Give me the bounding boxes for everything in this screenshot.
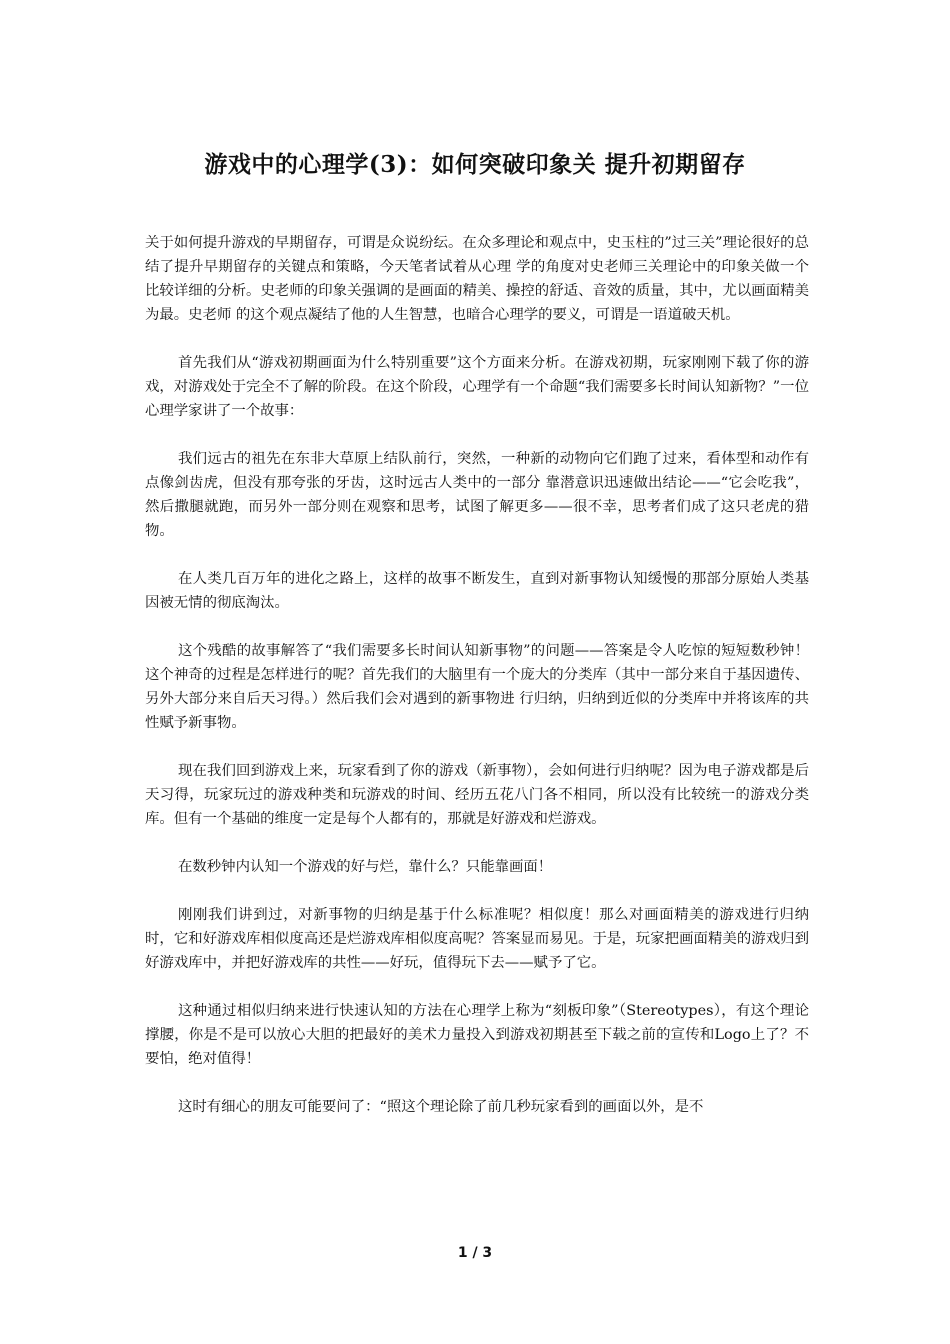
paragraph: 这个残酷的故事解答了“我们需要多长时间认知新事物”的问题——答案是令人吃惊的短短数秒钟！ 这个神奇的过程是怎样进行的呢？首先我们的大脑里有一个庞大的分类库（其中一部分来自于基因遗传、另外大部分来自后天习得。）然后我们会对遇到的新事物进 行归纳，归纳到近似的分类库中并将该库的共性赋予新事物。 (145, 643, 809, 731)
paragraph: 这种通过相似归纳来进行快速认知的方法在心理学上称为“刻板印象”（Stereotypes），有这个理论撑腰，你是不是可以放心大胆的把最好的美术力量投入到游戏初期甚至下载之前的宣传和Logo上了？不要怕，绝对值得！ (145, 1003, 809, 1067)
paragraph: 刚刚我们讲到过，对新事物的归纳是基于什么标准呢？相似度！那么对画面精美的游戏进行归纳时，它和好游戏库相似度高还是烂游戏库相似度高呢？答案显而易见。于是，玩家把画面精美的游戏归到好游戏库中，并把好游戏库的共性——好玩，值得玩下去——赋予了它。 (145, 907, 809, 971)
paragraph: 在人类几百万年的进化之路上，这样的故事不断发生，直到对新事物认知缓慢的那部分原始人类基因被无情的彻底淘汰。 (145, 571, 809, 611)
page-number: 1 / 3 (457, 1245, 493, 1261)
paragraph: 这时有细心的朋友可能要问了：“照这个理论除了前几秒玩家看到的画面以外，是不 (178, 1099, 704, 1115)
paragraph: 现在我们回到游戏上来，玩家看到了你的游戏（新事物），会如何进行归纳呢？因为电子游戏都是后天习得，玩家玩过的游戏种类和玩游戏的时间、经历五花八门各不相同，所以没有比较统一的游戏分类库。但有一个基础的维度一定是每个人都有的，那就是好游戏和烂游戏。 (145, 763, 809, 827)
paragraph: 首先我们从“游戏初期画面为什么特别重要”这个方面来分析。在游戏初期，玩家刚刚下载了你的游戏，对游戏处于完全不了解的阶段。在这个阶段，心理学有一个命题“我们需要多长时间认知新物？”一位心理学家讲了一个故事： (145, 355, 809, 419)
document-body (145, 231, 809, 1143)
paragraph: 在数秒钟内认知一个游戏的好与烂，靠什么？只能靠画面！ (178, 859, 553, 875)
document-title: 游戏中的心理学(3)：如何突破印象关 提升初期留存 (204, 151, 746, 178)
paragraph: 我们远古的祖先在东非大草原上结队前行，突然，一种新的动物向它们跑了过来，看体型和动作有点像剑齿虎，但没有那夸张的牙齿，这时远古人类中的一部分 靠潜意识迅速做出结论——“它会吃我”，然后撒腿就跑，而另外一部分则在观察和思考，试图了解更多——很不幸，思考者们成了这只老虎的猎物。 (145, 451, 809, 539)
paragraph-intro: 关于如何提升游戏的早期留存，可谓是众说纷纭。在众多理论和观点中，史玉柱的”过三关”理论很好的总结了提升早期留存的关键点和策略，今天笔者试着从心理 学的角度对史老师三关理论中的印象关做一个比较详细的分析。史老师的印象关强调的是画面的精美、操控的舒适、音效的质量，其中，尤以画面精美为最。史老师 的这个观点凝结了他的人生智慧，也暗合心理学的要义，可谓是一语道破天机。 (145, 235, 809, 323)
